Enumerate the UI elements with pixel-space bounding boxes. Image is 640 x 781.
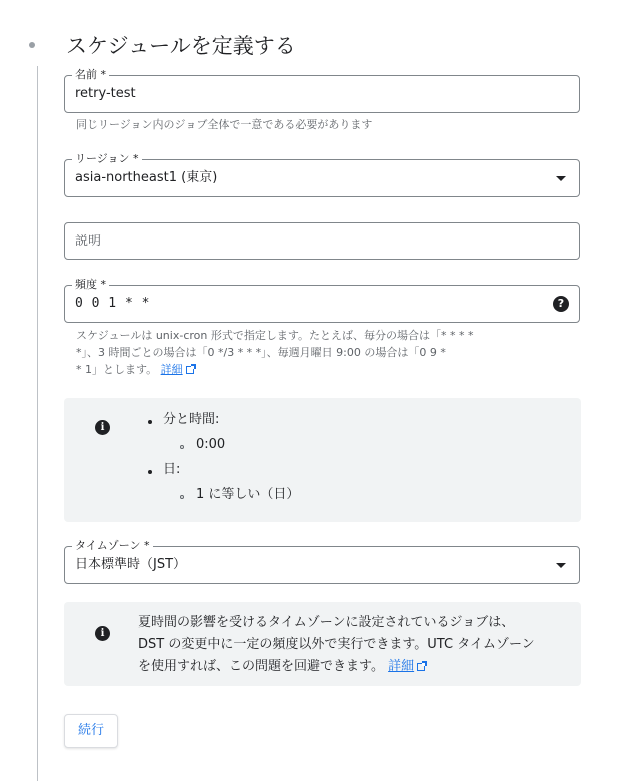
schedule-item-day: 日: <box>163 462 181 477</box>
schedule-item-time-value: 0:00 <box>196 437 226 452</box>
name-field-label: 名前 * <box>72 68 109 82</box>
dst-info-line3-text: を使用すれば、この問題を回避できます。 <box>138 659 384 674</box>
description-placeholder: 説明 <box>75 234 102 249</box>
schedule-item-minute-hour: 分と時間: <box>163 412 220 427</box>
step-connector-line <box>37 66 38 781</box>
name-field[interactable] <box>64 68 580 113</box>
dst-info-box <box>64 602 581 686</box>
dst-info-line1: 夏時間の影響を受けるタイムゾーンに設定されているジョブは、 <box>138 615 515 630</box>
external-link-icon[interactable] <box>186 366 194 374</box>
frequency-hint-line1: スケジュールは unix-cron 形式で指定します。たとえば、毎分の場合は「* * * * <box>76 329 474 342</box>
dst-details-link[interactable]: 詳細 <box>388 659 415 674</box>
sub-list-bullet <box>180 445 184 449</box>
timezone-select-label: タイムゾーン * <box>72 539 153 553</box>
schedule-item-day-value: 1 に等しい（日） <box>196 487 300 502</box>
info-icon: i <box>95 420 110 435</box>
name-field-value[interactable]: retry-test <box>75 86 136 101</box>
continue-button[interactable]: 続行 <box>64 714 118 748</box>
region-select-value: asia-northeast1 (東京) <box>75 170 218 185</box>
schedule-info-box <box>64 398 581 522</box>
sub-list-bullet <box>180 495 184 499</box>
section-title: スケジュールを定義する <box>66 34 296 58</box>
external-link-icon[interactable] <box>417 663 425 671</box>
timezone-select[interactable] <box>64 539 580 584</box>
dropdown-arrow-icon[interactable] <box>556 176 566 181</box>
dst-info-line3 <box>138 658 425 676</box>
region-select-label: リージョン * <box>72 152 142 166</box>
frequency-input-value[interactable]: 0 0 1 * * <box>75 296 150 311</box>
frequency-input[interactable] <box>64 278 580 323</box>
frequency-input-label: 頻度 * <box>72 278 109 292</box>
frequency-details-link[interactable]: 詳細 <box>160 363 183 376</box>
frequency-hint-line3 <box>76 362 194 378</box>
dropdown-arrow-icon[interactable] <box>556 563 566 568</box>
step-bullet <box>29 42 35 48</box>
name-hint: 同じリージョン内のジョブ全体で一意である必要があります <box>76 118 373 131</box>
frequency-hint-line3-text: * 1」とします。 <box>76 363 158 376</box>
frequency-hint-line2: *」、3 時間ごとの場合は「0 */3 * * *」、毎週月曜日 9:00 の場合は「0 9 * <box>76 346 446 359</box>
region-select[interactable] <box>64 152 580 197</box>
timezone-select-value: 日本標準時（JST） <box>75 557 187 572</box>
help-icon[interactable]: ? <box>553 296 569 312</box>
dst-info-line2: DST の変更中に一定の頻度以外で実行できます。UTC タイムゾーン <box>138 637 535 652</box>
list-bullet <box>148 420 152 424</box>
list-bullet <box>148 470 152 474</box>
info-icon: i <box>95 626 110 641</box>
description-input[interactable] <box>64 222 580 260</box>
